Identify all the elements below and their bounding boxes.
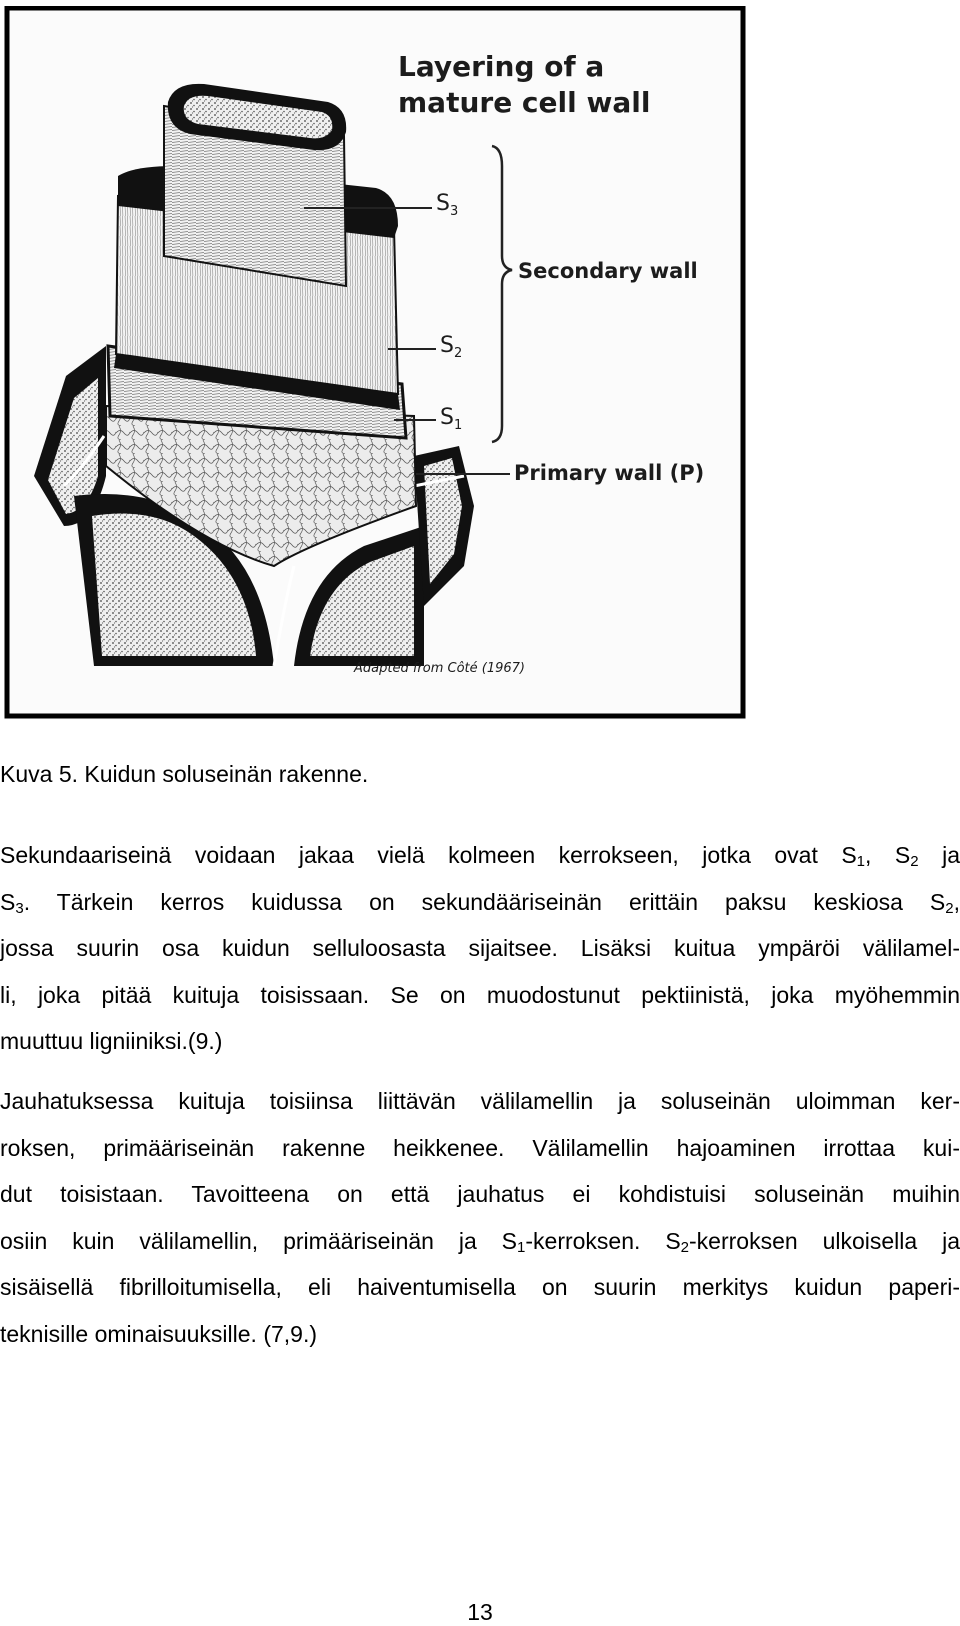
paragraph-2 (0, 1078, 960, 1357)
p2-line-5: sisäisellä fibrilloitumisella, eli haiventumisella on suurin merkitys kuidun paperi- (0, 1274, 960, 1300)
p2-line-4: osiin kuin välilamellin, primääriseinän ja $S_1$-kerroksen. $S_2$-kerroksen ulkoisella ja (0, 1227, 960, 1256)
p1-line-5: muuttuu ligniiniksi.(9.) (0, 1028, 223, 1054)
figure-title-line2: mature cell wall (398, 86, 651, 119)
figure-credit: Adapted from Côté (1967) (354, 661, 525, 676)
p1-line-2: $S_3$. Tärkein kerros kuidussa on sekundääriseinän erittäin paksu keskiosa $S_2$, (0, 888, 960, 917)
paragraph-1 (0, 832, 960, 1065)
label-primary-wall: Primary wall (P) (514, 461, 705, 485)
figure-title-line1: Layering of a (398, 50, 605, 83)
p2-line-3: dut toisistaan. Tavoitteena on että jauhatus ei kohdistuisi soluseinän muihin (0, 1181, 960, 1207)
figure-caption: Kuva 5. Kuidun soluseinän rakenne. (0, 761, 369, 787)
label-s1: $S_1$ (440, 405, 463, 433)
p1-line-4: li, joka pitää kuituja toisissaan. Se on muodostunut pektiinistä, joka myöhemmin (0, 981, 960, 1008)
page-number: 13 (467, 1599, 493, 1625)
cell-wall-diagram (4, 6, 746, 720)
p1-line-1: Sekundaariseinä voidaan jakaa vielä kolmeen kerrokseen, jotka ovat $S_1$, $S_2$ ja (0, 842, 960, 870)
label-secondary-wall: Secondary wall (518, 259, 698, 283)
p2-line-1: Jauhatuksessa kuituja toisiinsa liittävän välilamellin ja soluseinän uloimman ker- (0, 1088, 960, 1114)
label-s3: $S_3$ (436, 191, 459, 219)
label-s2: $S_2$ (440, 333, 463, 361)
p2-line-6: teknisille ominaisuuksille. (7,9.) (0, 1320, 318, 1347)
p1-line-3: jossa suurin osa kuidun selluloosasta sijaitsee. Lisäksi kuitua ympäröi välilamel- (0, 935, 960, 961)
cell-wall-figure (4, 6, 746, 720)
p2-line-2: roksen, primääriseinän rakenne heikkenee. Välilamellin hajoaminen irrottaa kui- (0, 1134, 960, 1161)
